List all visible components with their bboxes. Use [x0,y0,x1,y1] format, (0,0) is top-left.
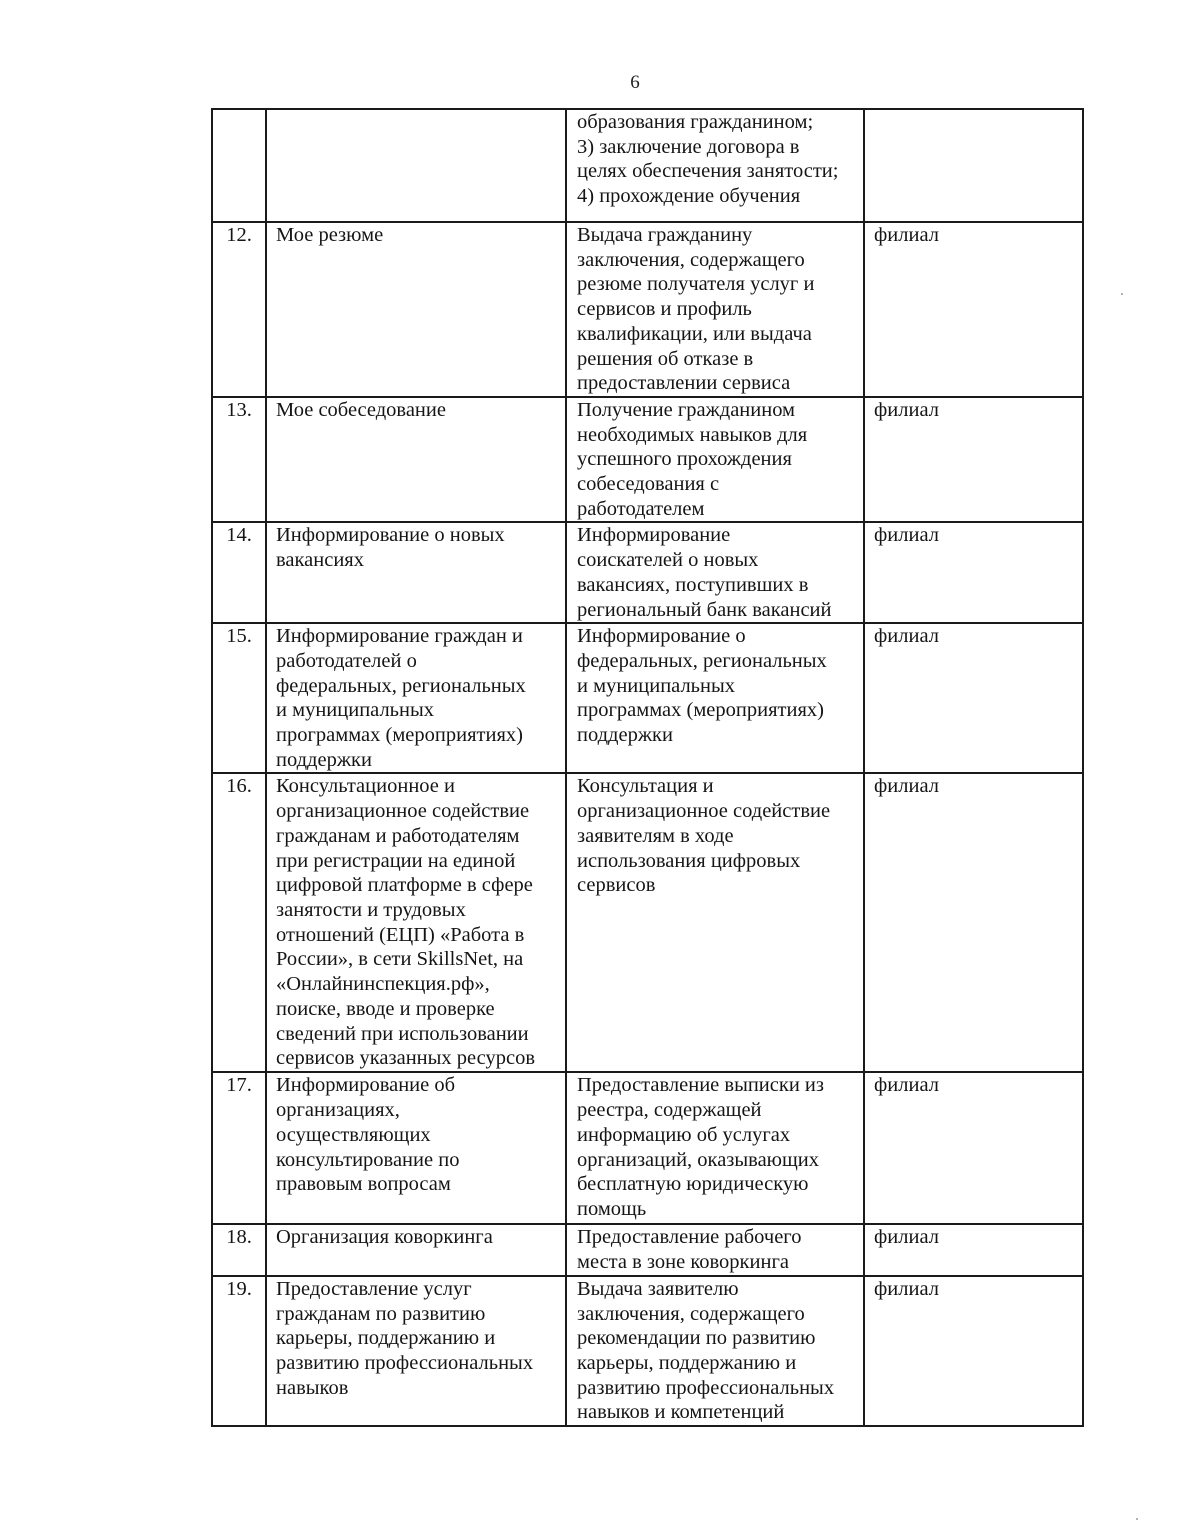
table-row [212,109,1083,222]
table-row [212,1276,1083,1426]
service-name: Консультационное и организационное содействие гражданам и работодателям при регистрации на единой цифровой платформе в сфере занятости и трудовых отношений (ЕЦП) «Работа в России», в сети SkillsNet, на «Онлайнинспекция.рф», поиске, вводе и проверке сведений при использовании сервисов указанных ресурсов [266,773,566,1072]
services-table [211,108,1084,1427]
table-row [212,1072,1083,1224]
service-result: Консультация и организационное содействие заявителям в ходе использования цифровых сервисов [566,773,864,1072]
service-result: Информирование о федеральных, региональных и муниципальных программах (мероприятиях) поддержки [566,623,864,773]
row-number: 15. [212,623,266,773]
service-provider [864,109,1083,222]
service-result: Предоставление рабочего места в зоне коворкинга [566,1224,864,1275]
service-provider: филиал [864,623,1083,773]
scan-speck [1121,293,1123,295]
row-number [212,109,266,222]
service-name [266,109,566,222]
service-provider: филиал [864,773,1083,1072]
service-result: образования гражданином; 3) заключение договора в целях обеспечения занятости; 4) прохождение обучения [566,109,864,222]
table-row [212,773,1083,1072]
service-result: Предоставление выписки из реестра, содержащей информацию об услугах организаций, оказывающих бесплатную юридическую помощь [566,1072,864,1224]
row-number: 19. [212,1276,266,1426]
service-name: Мое резюме [266,222,566,397]
row-number: 12. [212,222,266,397]
service-name: Предоставление услуг гражданам по развитию карьеры, поддержанию и развитию профессиональных навыков [266,1276,566,1426]
service-name: Информирование граждан и работодателей о федеральных, региональных и муниципальных программах (мероприятиях) поддержки [266,623,566,773]
scan-speck [1136,1518,1138,1520]
table-row [212,1224,1083,1275]
service-name: Организация коворкинга [266,1224,566,1275]
page-number: 6 [630,72,640,93]
service-result: Получение гражданином необходимых навыков для успешного прохождения собеседования с работодателем [566,397,864,523]
table-row [212,522,1083,623]
service-name: Информирование об организациях, осуществляющих консультирование по правовым вопросам [266,1072,566,1224]
service-name: Информирование о новых вакансиях [266,522,566,623]
row-number: 16. [212,773,266,1072]
service-result: Выдача заявителю заключения, содержащего рекомендации по развитию карьеры, поддержанию и развитию профессиональных навыков и компетенций [566,1276,864,1426]
service-provider: филиал [864,1224,1083,1275]
table-row [212,623,1083,773]
service-name: Мое собеседование [266,397,566,523]
table-row [212,222,1083,397]
row-number: 18. [212,1224,266,1275]
service-provider: филиал [864,1276,1083,1426]
row-number: 14. [212,522,266,623]
row-number: 17. [212,1072,266,1224]
service-provider: филиал [864,522,1083,623]
table-row [212,397,1083,523]
service-result: Выдача гражданину заключения, содержащего резюме получателя услуг и сервисов и профиль квалификации, или выдача решения об отказе в предоставлении сервиса [566,222,864,397]
service-result: Информирование соискателей о новых вакансиях, поступивших в региональный банк вакансий [566,522,864,623]
service-provider: филиал [864,222,1083,397]
service-provider: филиал [864,397,1083,523]
service-provider: филиал [864,1072,1083,1224]
row-number: 13. [212,397,266,523]
